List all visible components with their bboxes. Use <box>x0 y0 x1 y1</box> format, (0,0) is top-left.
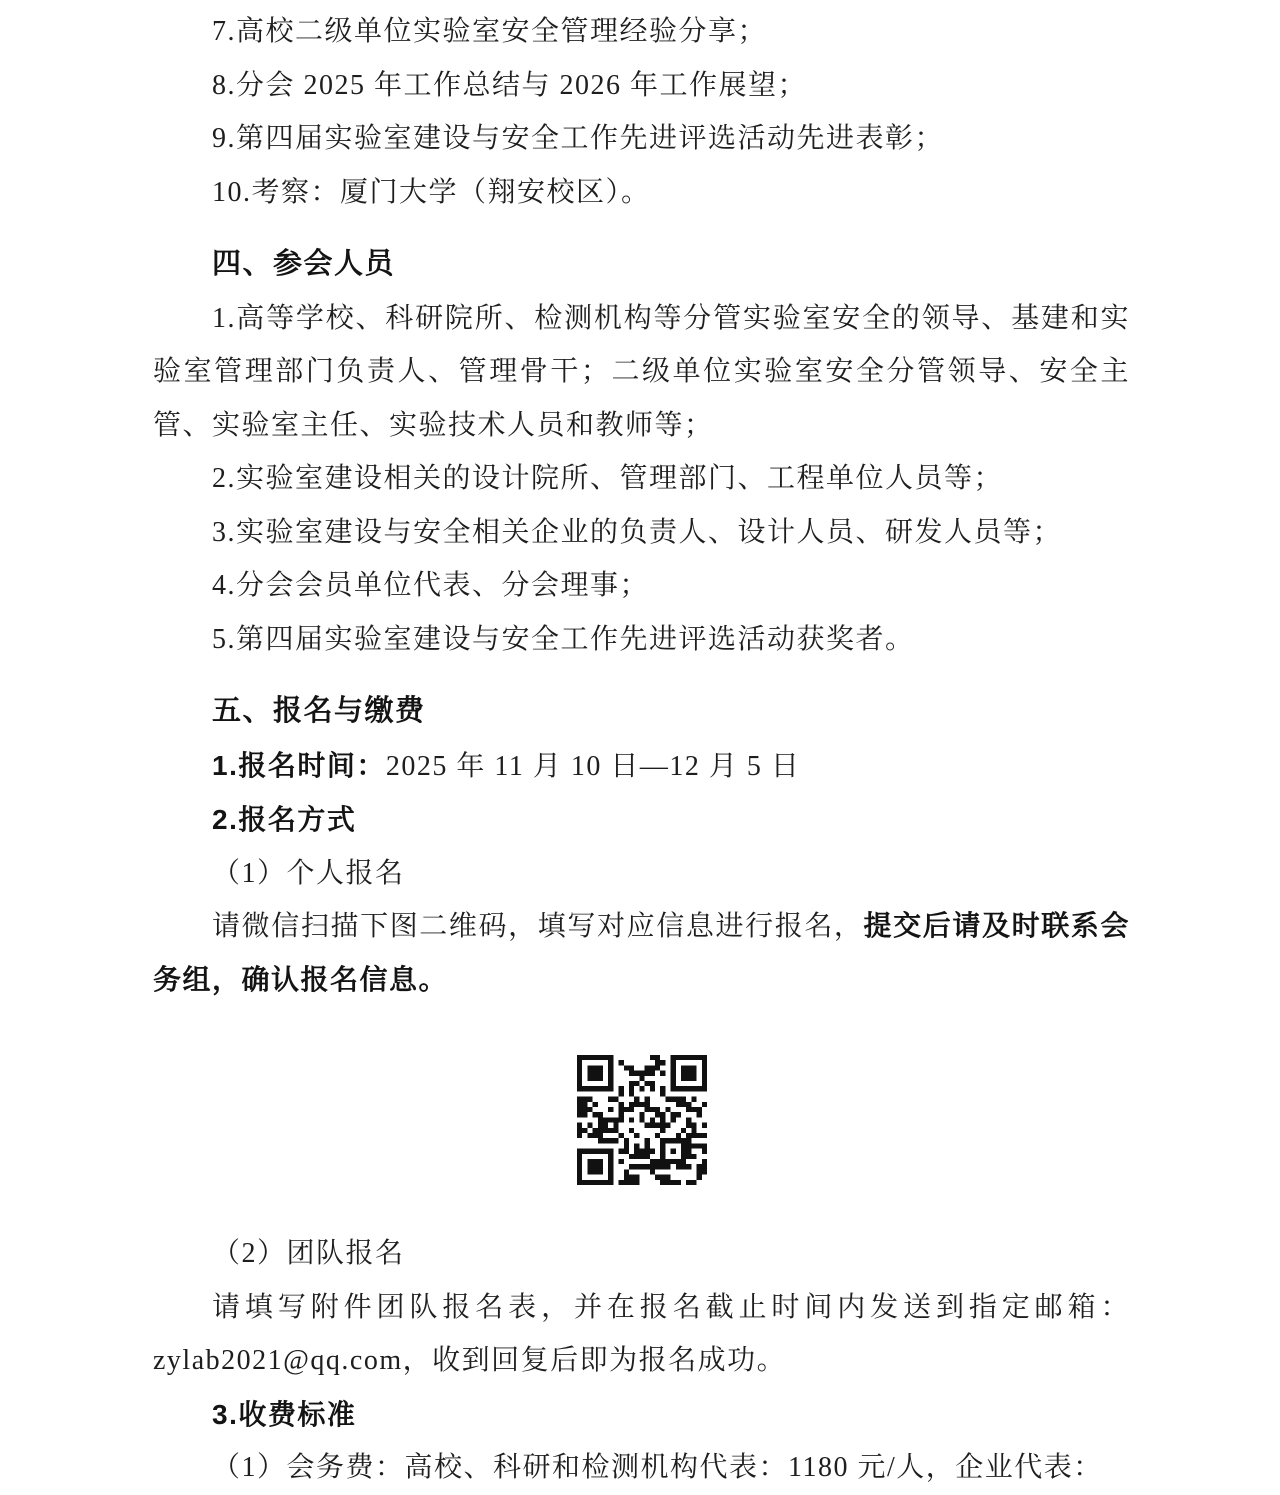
participants-item-1: 1.高等学校、科研院所、检测机构等分管实验室安全的领导、基建和实验室管理部门负责人、管理骨干；二级单位实验室安全分管领导、安全主管、实验室主任、实验技术人员和教师等； <box>153 302 1130 441</box>
fee-standard-title: 3.收费标准 <box>212 1398 357 1430</box>
qr-code-container <box>153 1053 1130 1187</box>
registration-time-line <box>153 739 1130 794</box>
participants-item-5: 5.第四届实验室建设与安全工作先进评选活动获奖者。 <box>212 623 915 655</box>
team-instruction-text: 请填写附件团队报名表，并在报名截止时间内发送到指定邮箱： <box>212 1291 1130 1323</box>
section-heading-participants: 四、参会人员 <box>212 248 396 280</box>
list-item-9: 9.第四届实验室建设与安全工作先进评选活动先进表彰； <box>212 123 945 154</box>
team-instruction-text-after: ，收到回复后即为报名成功。 <box>402 1345 787 1376</box>
scan-instruction-bold: 提交后请及时联系会务组，确认报名信息。 <box>153 911 1130 996</box>
participants-item-2: 2.实验室建设相关的设计院所、管理部门、工程单位人员等； <box>212 463 1004 494</box>
list-item-7: 7.高校二级单位实验室安全管理经验分享； <box>212 16 768 47</box>
email-text: zylab2021@qq.com <box>153 1345 403 1376</box>
registration-time-value: 2025 年 11 月 10 日—12 月 5 日 <box>385 750 801 782</box>
registration-method-title: 2.报名方式 <box>212 804 357 835</box>
individual-registration-title: （1）个人报名 <box>212 857 405 889</box>
qr-code <box>577 1055 707 1185</box>
section-heading-registration: 五、报名与缴费 <box>212 695 426 727</box>
scan-instruction-regular: 请微信扫描下图二维码，填写对应信息进行报名， <box>212 911 864 942</box>
list-item-10: 10.考察：厦门大学（翔安校区）。 <box>212 176 651 208</box>
registration-time-label: 1.报名时间： <box>212 749 386 781</box>
list-item-8: 8.分会 2025 年工作总结与 2026 年工作展望； <box>212 69 808 101</box>
participants-item-4: 4.分会会员单位代表、分会理事； <box>212 570 650 601</box>
team-registration-paragraph <box>153 1281 1130 1388</box>
scan-instruction-paragraph <box>153 900 1130 1007</box>
fee-item-1: （1）会务费：高校、科研和检测机构代表：1180 元/人，企业代表： <box>212 1452 1103 1483</box>
team-registration-title: （2）团队报名 <box>212 1238 405 1269</box>
participants-item-3: 3.实验室建设与安全相关企业的负责人、设计人员、研发人员等； <box>212 516 1063 548</box>
